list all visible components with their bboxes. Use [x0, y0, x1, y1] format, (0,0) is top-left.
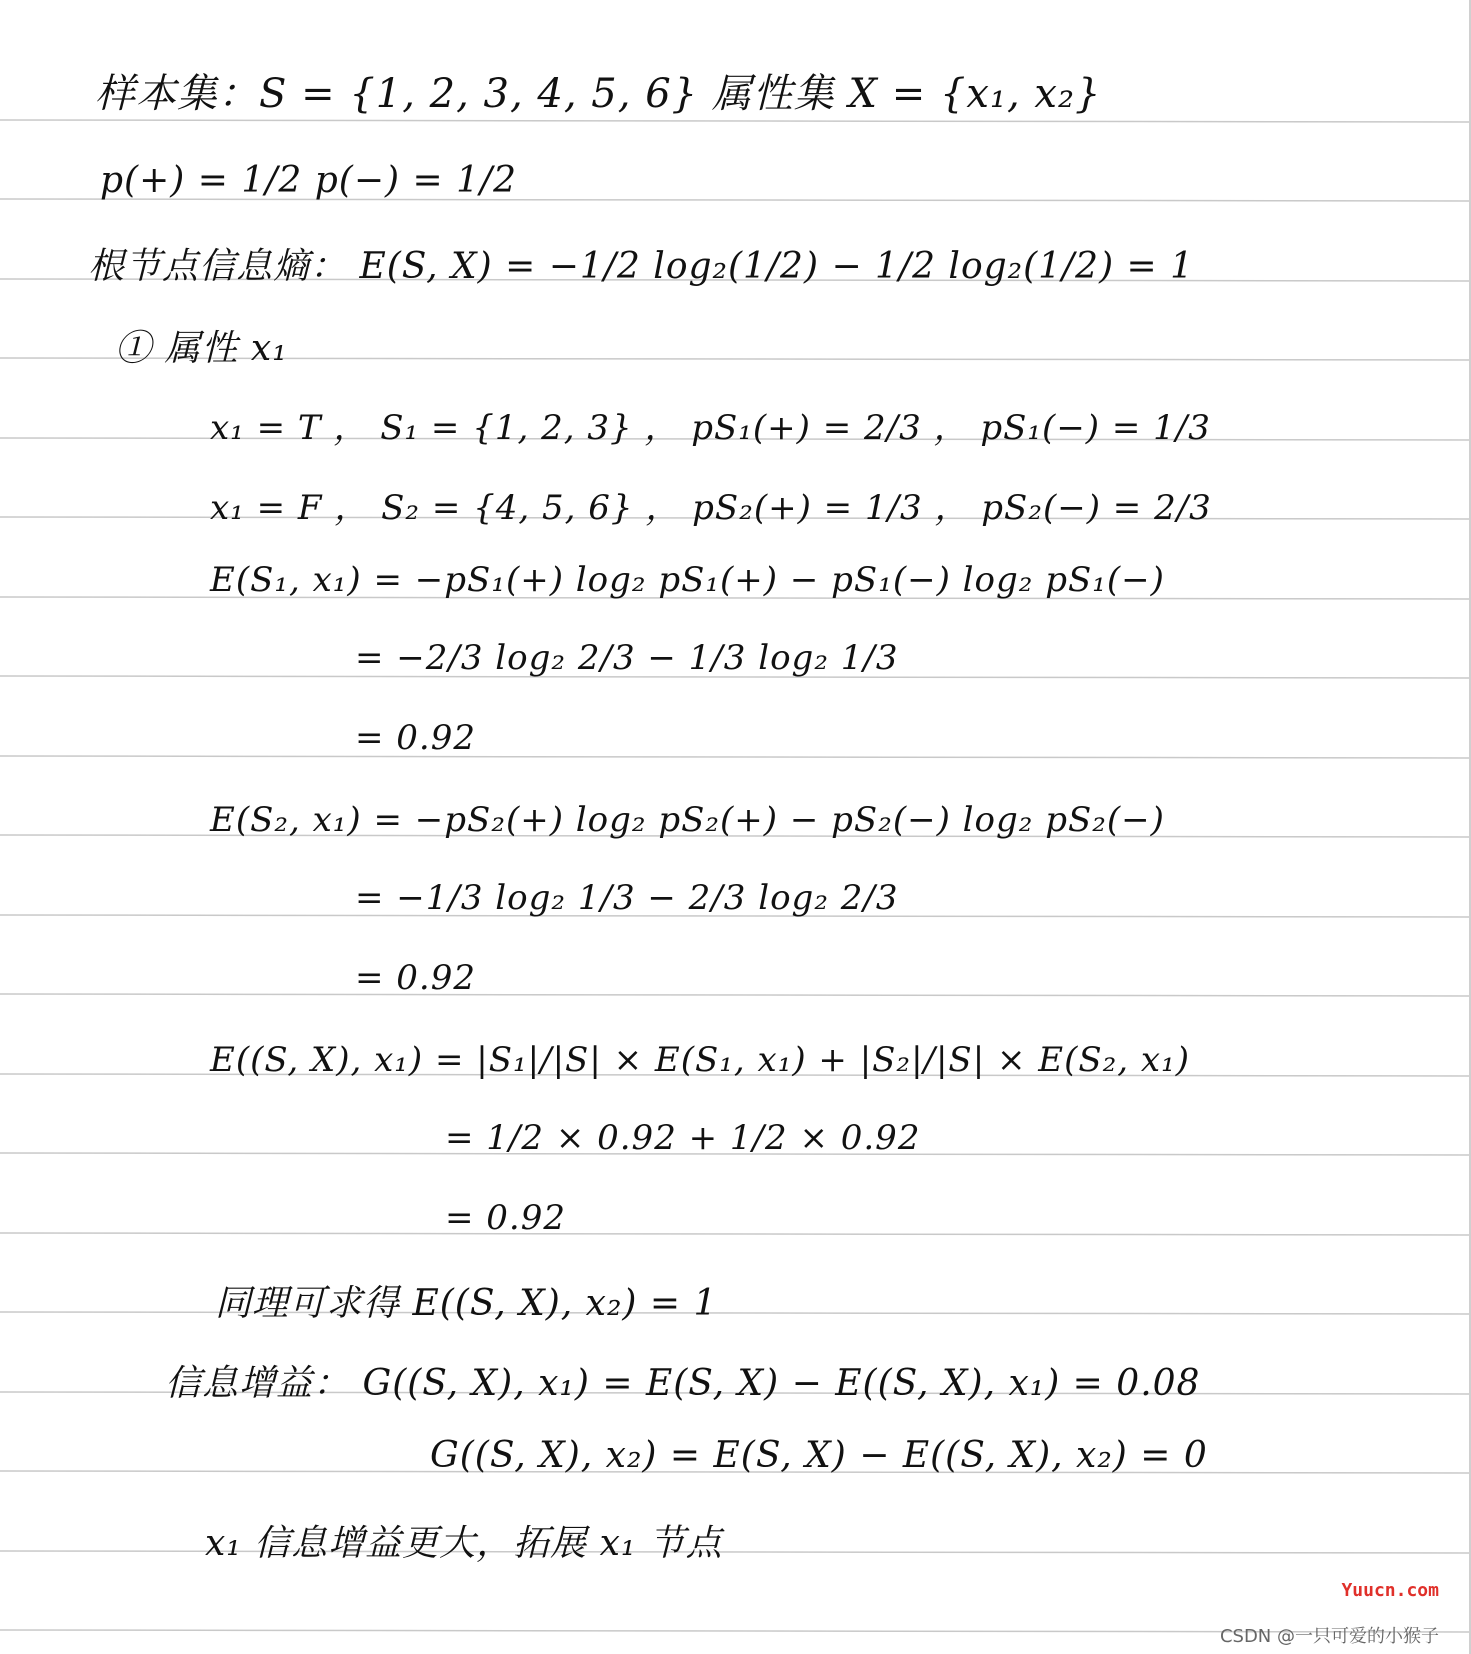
information-gain-x2-line: G((S, X), x₂) = E(S, X) − E((S, X), x₂) = 0 [430, 1435, 1208, 1476]
prior-probabilities-line: p(+) = 1/2 p(−) = 1/2 [100, 160, 518, 201]
attribute-x1-heading: ① 属性 x₁ [115, 328, 288, 369]
entropy-s2-result: = 0.92 [355, 958, 476, 998]
entropy-s1-substitution: = −2/3 log₂ 2/3 − 1/3 log₂ 1/3 [355, 638, 899, 678]
sample-set-line: 样本集：S = {1, 2, 3, 4, 5, 6} 属性集 X = {x₁, x₂} [95, 71, 1102, 117]
conditional-entropy-x2-line: 同理可求得 E((S, X), x₂) = 1 [215, 1283, 718, 1324]
root-entropy-line: 根节点信息熵： E(S, X) = −1/2 log₂(1/2) − 1/2 log₂(1/2) = 1 [88, 246, 1195, 287]
x1-true-split-line: x₁ = T ， S₁ = {1, 2, 3} ， pS₁(+) = 2/3 ， pS₁(−) = 1/3 [210, 408, 1211, 448]
site-watermark: Yuucn.com [1341, 1580, 1439, 1601]
entropy-s2-substitution: = −1/3 log₂ 1/3 − 2/3 log₂ 2/3 [355, 878, 899, 918]
csdn-watermark: CSDN @一只可爱的小猴子 [1219, 1626, 1439, 1647]
conditional-entropy-x1-formula: E((S, X), x₁) = |S₁|/|S| × E(S₁, x₁) + |S₂|/|S| × E(S₂, x₁) [210, 1040, 1190, 1080]
conditional-entropy-x1-result: = 0.92 [445, 1198, 566, 1238]
information-gain-x1-line: 信息增益： G((S, X), x₁) = E(S, X) − E((S, X), x₁) = 0.08 [165, 1363, 1201, 1404]
entropy-s1-result: = 0.92 [355, 718, 476, 758]
conditional-entropy-x1-substitution: = 1/2 × 0.92 + 1/2 × 0.92 [445, 1118, 921, 1158]
x1-false-split-line: x₁ = F ， S₂ = {4, 5, 6} ， pS₂(+) = 1/3 ， pS₂(−) = 2/3 [210, 488, 1212, 528]
entropy-s1-formula: E(S₁, x₁) = −pS₁(+) log₂ pS₁(+) − pS₁(−) log₂ pS₁(−) [210, 560, 1165, 600]
conclusion-line: x₁ 信息增益更大，拓展 x₁ 节点 [205, 1523, 723, 1564]
entropy-s2-formula: E(S₂, x₁) = −pS₂(+) log₂ pS₂(+) − pS₂(−) log₂ pS₂(−) [210, 800, 1165, 840]
